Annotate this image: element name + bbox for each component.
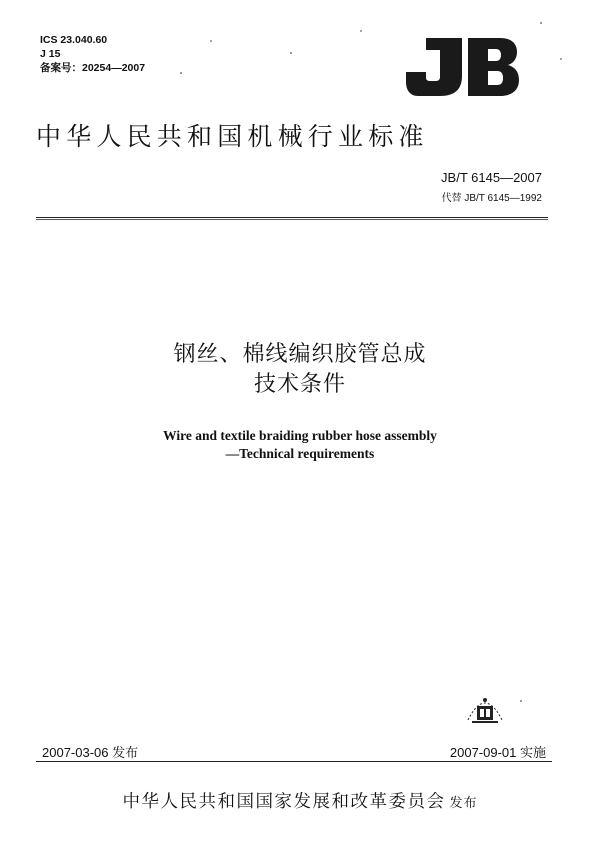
jb-logo (404, 36, 520, 98)
scan-speck (180, 72, 182, 74)
title-en-line2: —Technical requirements (225, 446, 375, 461)
scan-speck (360, 30, 362, 32)
title-cn-line2: 技术条件 (253, 372, 346, 397)
record-number: 备案号：20254—2007 (40, 62, 146, 74)
standard-code: JB/T 6145—2007 (441, 170, 542, 185)
scan-speck (560, 58, 562, 60)
issue-date: 2007-03-06 发布 (42, 745, 139, 760)
issuer-line (0, 788, 600, 813)
title-en-line1: Wire and textile braiding rubber hose assembly (163, 428, 437, 443)
scan-speck (210, 40, 212, 42)
title-cn-line1: 钢丝、棉线编织胶管总成 (173, 342, 427, 367)
replaces-code: 代替 JB/T 6145—1992 (441, 193, 542, 204)
implementation-date: 2007-09-01 实施 (449, 745, 546, 760)
issuer-action: 发布 (449, 796, 478, 811)
ics-code: ICS 23.040.60 (40, 34, 108, 46)
issuer-name: 中华人民共和国国家发展和改革委员会 (122, 792, 446, 812)
scan-speck (540, 22, 542, 24)
header-divider-secondary (36, 219, 548, 220)
scan-speck (520, 700, 522, 702)
class-code: J 15 (40, 48, 61, 60)
scan-speck (290, 52, 292, 54)
footer-divider (36, 761, 552, 762)
publisher-seal-icon (462, 690, 508, 730)
standard-title: 中华人民共和国机械行业标准 (36, 122, 429, 151)
